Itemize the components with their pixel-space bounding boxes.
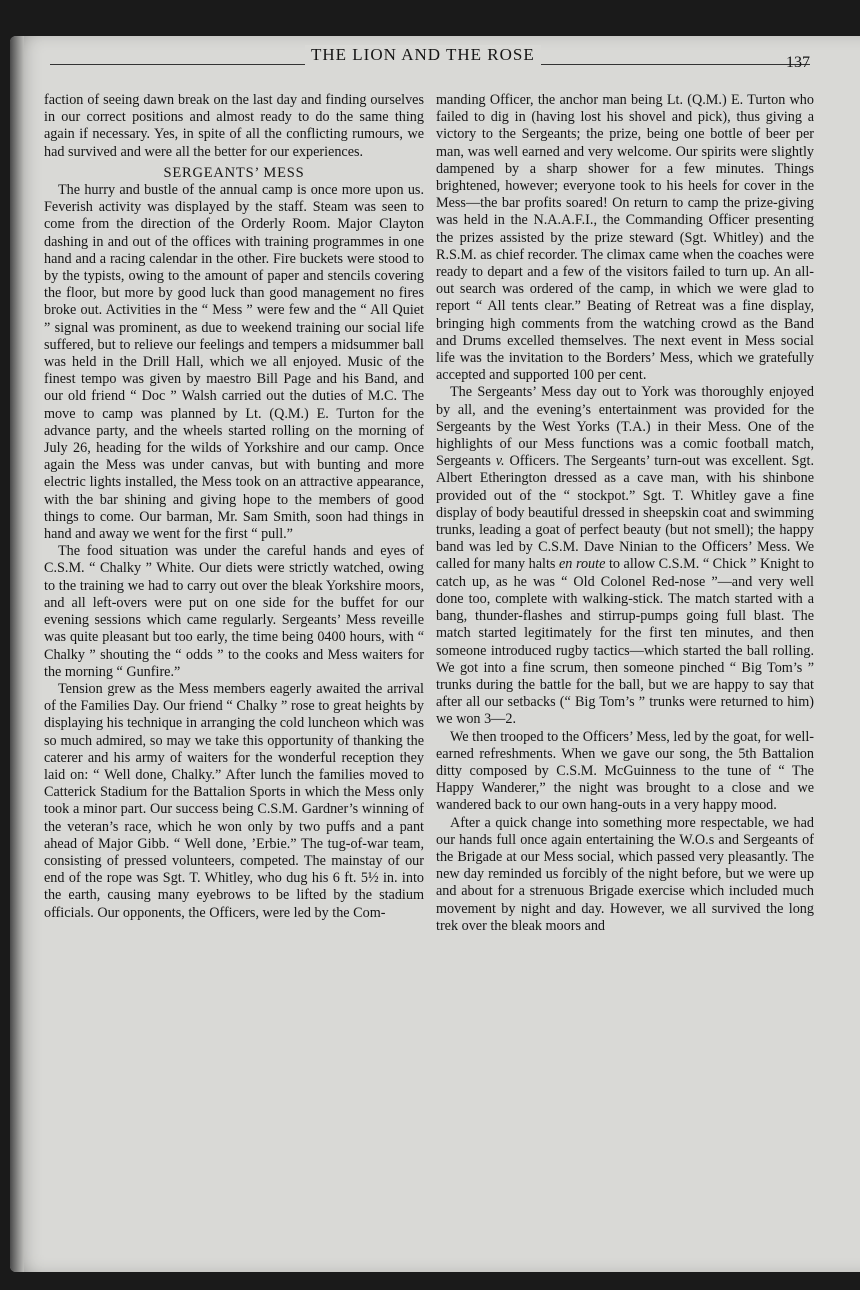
page-gutter-shadow: [10, 36, 24, 1272]
paragraph-york-day-out: [436, 384, 814, 728]
paragraph-continued: faction of seeing dawn break on the last day and finding ourselves in our correct positions and almost ready to do the same thing again if necessary. Yes, in spite of all the conflicting rumours, we had survived and were all the better for our experiences.: [44, 92, 424, 160]
right-column: [436, 92, 814, 935]
paragraph-food-situation: The food situation was under the careful hands and eyes of C.S.M. “ Chalky ” White. Our diets were strictly watched, owing to the training we had to carry out over the bleak Yorkshire moors, and all left-overs were put on one side for the buffet for our evening sessions which came regularly. Sergeants’ Mess reveille was quite pleasant but too early, the time being 0400 hours, with “ Chalky ” shouting the “ odds ” to the cooks and Mess waiters for the morning “ Gunfire.”: [44, 543, 424, 680]
page-number: 137: [786, 54, 810, 71]
section-heading: SERGEANTS’ MESS: [163, 164, 305, 181]
paragraph-families-day: Tension grew as the Mess members eagerly awaited the arrival of the Families Day. Our friend “ Chalky ” rose to great heights by displaying his technique in arranging the cold luncheon which was so much admired, so may we take this opportunity of thanking the caterer and his army of waiters for the wonderful reception they laid on: “ Well done, Chalky.” After lunch the families moved to Catterick Stadium for the Battalion Sports in which the Mess only took a minor part. Our success being C.S.M. Gardner’s winning of the veteran’s race, which he won only by two puffs and a pant ahead of Major Gibb. “ Well done, ’Erbie.” The tug-of-war team, consisting of pressed volunteers, competed. The mainstay of our end of the rope was Sgt. T. Whitley, who dug his 6 ft. 5½ in. into the earth, causing many eyebrows to be lifted by the stadium officials. Our opponents, the Officers, were led by the Com-: [44, 680, 424, 921]
text-run: The Sergeants’ Mess day out to York was thoroughly enjoyed by all, and the evening’s entertainment was provided for the Sergeants by the West Yorks (T.A.) in their Mess. One of the highlights of our Mess functions was a comic football match, Sergeants: [436, 384, 814, 470]
paragraph-brigade-exercise: After a quick change into something more respectable, we had our hands full once again entertaining the W.O.s and Sergeants of the Brigade at our Mess social, which passed very pleasantly. The new day reminded us forcibly of the night before, but we were up and about for a strenuous Brigade exercise which included much movement by night and day. However, we all survived the long trek over the bleak moors and: [436, 814, 814, 934]
left-column: [44, 92, 424, 922]
paragraph-officers-mess: We then trooped to the Officers’ Mess, led by the goat, for well-earned refreshments. When we gave our song, the 5th Battalion ditty composed by C.S.M. McGuinness to the tune of “ The Happy Wanderer,” the night was brought to a close and we wandered back to our own hang-outs in a very happy mood.: [436, 728, 814, 814]
paragraph-tug-of-war: manding Officer, the anchor man being Lt. (Q.M.) E. Turton who failed to dig in (having lost his shovel and pick), thus giving a victory to the Sergeants; the prize, being one bottle of beer per man, was well earned and very welcome. Our spirits were slightly dampened by a sharp shower for a few minutes. Things brightened, however; everyone took to his heels for cover in the Mess—the bar profits soared! On return to camp the prize-giving was held in the N.A.A.F.I., the Commanding Officer presenting the prizes assisted by the prize steward (Sgt. Whitley) and the R.S.M. as chief recorder. The climax came when the coaches were ready to depart and a few of the visitors failed to turn up. An all-out search was ordered of the camp, in which we were glad to report “ All tents clear.” Beating of Retreat was a fine display, bringing high comments from the watching crowd as the Band and Drums excelled themselves. The next event in Mess social life was the invitation to the Borders’ Mess, which we gratefully accepted and supported 100 per cent.: [436, 92, 814, 384]
running-head: THE LION AND THE ROSE: [305, 45, 541, 65]
text-italic-en-route: en route: [559, 556, 606, 573]
paragraph-annual-camp: The hurry and bustle of the annual camp is once more upon us. Feverish activity was displayed by the staff. Steam was seen to come from the direction of the Orderly Room. Major Clayton dashing in and out of the offices with training programmes in one hand and a racing calendar in the other. Fire buckets were stood to by the typists, owing to the amount of paper and stencils covering the floor, but more by good luck than good management no fires broke out. Activities in the “ Mess ” were few and the “ All Quiet ” signal was prominent, as due to weekend training our social life suffered, but to relieve our feelings and tempers a midsummer ball was held in the Drill Hall, which we all enjoyed. Music of the finest tempo was given by maestro Bill Page and his Band, and our old friend “ Doc ” Walsh carried out the duties of M.C. The move to camp was planned by Lt. (Q.M.) E. Turton for the advance party, and the wheels started rolling on the morning of July 26, heading for the wilds of Yorkshire and our camp. Once again the Mess was under canvas, but with bunting and more electric lights installed, the Mess took on an attractive appearance, with the bar shining and giving hope to the members of good things to come. Our barman, Mr. Sam Smith, soon had things in hand and away we went for the first “ pull.”: [44, 182, 424, 543]
text-run: to allow C.S.M. “ Chick ” Knight to catch up, as he was “ Old Colonel Red-nose ”—and very well done too, complete with walking-stick. The match started with a bang, thunder-flashes and stirrup-pumps going full blast. The match started legitimately for the first ten minutes, and then someone introduced rugby tactics—which started the ball rolling. We got into a fine scrum, then someone pinched “ Big Tom’s ” trunks during the battle for the ball, but we are happy to say that after all our setbacks (“ Big Tom’s ” trunks were returned to him) we won 3—2.: [436, 556, 815, 728]
text-run: Officers. The Sergeants’ turn-out was excellent. Sgt. Albert Etherington dressed as a cave man, with his shinbone provided out of the “ stockpot.” Sgt. T. Whitley gave a fine display of body beautiful dressed in sheepskin coat and swimming trunks, leading a goat of perfect beauty (but not smell); the happy band was led by C.S.M. Dave Ninian to the Officers’ Mess. We called for many halts: [436, 453, 814, 573]
text-italic-versus: v.: [495, 453, 505, 470]
